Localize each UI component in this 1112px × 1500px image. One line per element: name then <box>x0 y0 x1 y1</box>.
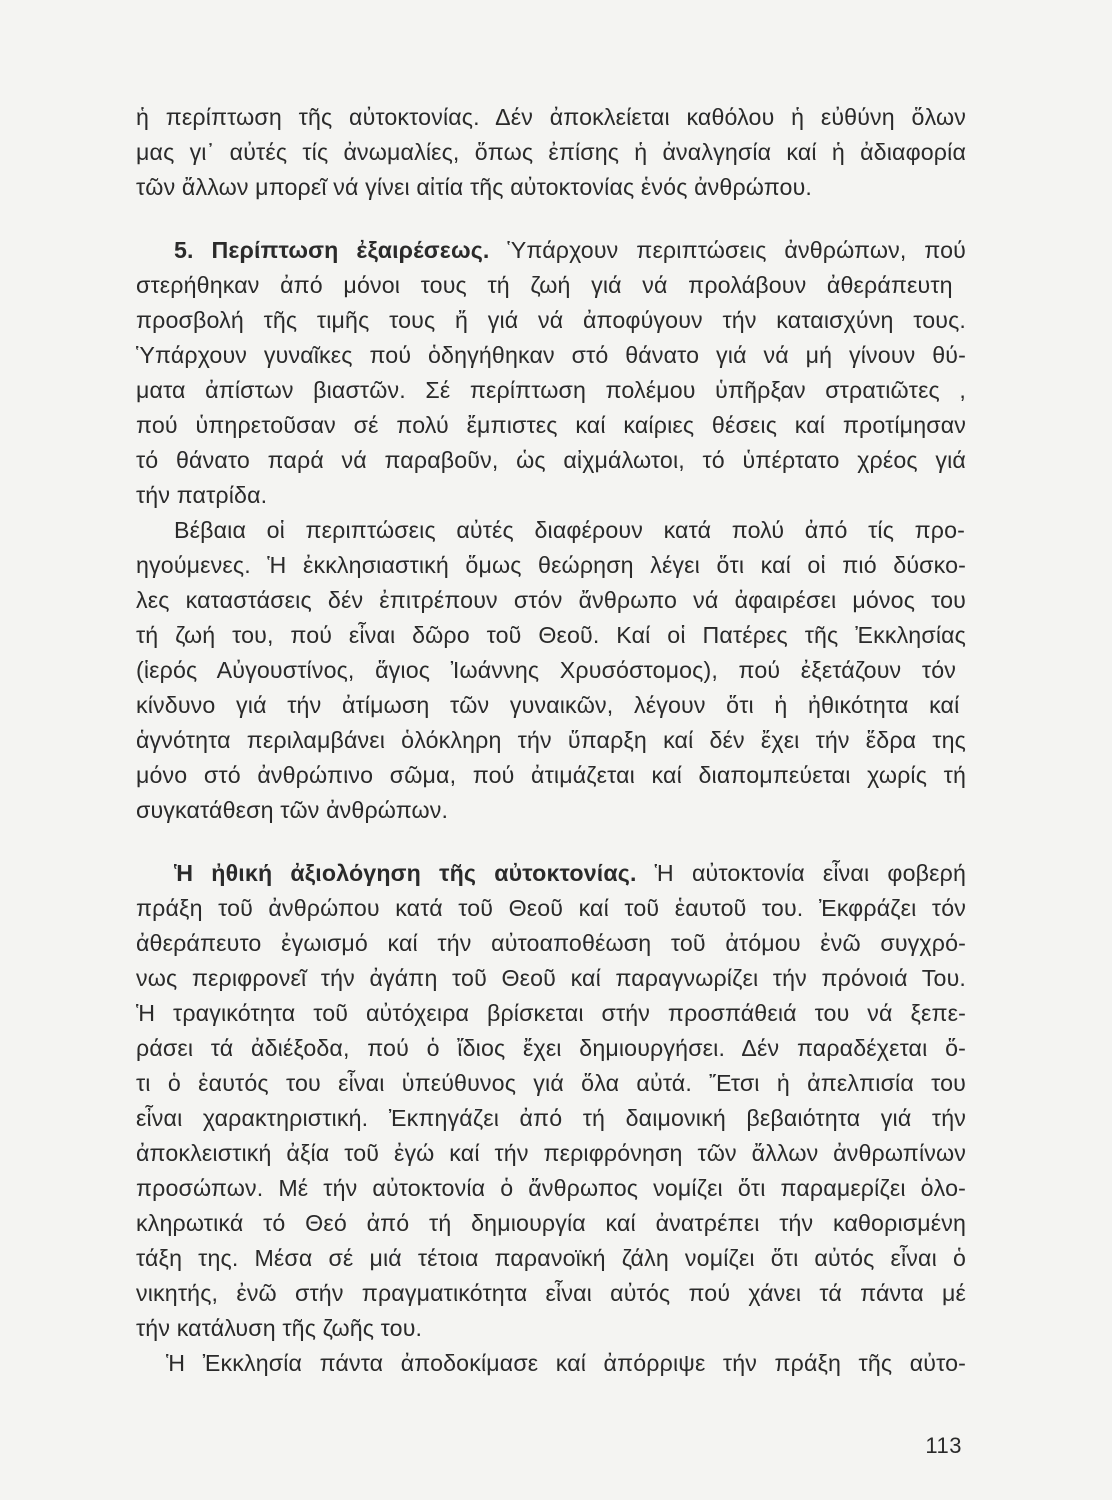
text-line: κίνδυνο γιά τήν ἀτίμωση τῶν γυναικῶν, λέγουν ὅτι ἡ ἠθικότητα καί <box>136 692 960 718</box>
text-line: Βέβαια οἱ περιπτώσεις αὐτές διαφέρουν κατά πολύ ἀπό τίς προ- <box>174 517 966 543</box>
text-line: τήν πατρίδα. <box>136 482 268 508</box>
text-line: κληρωτικά τό Θεό ἀπό τή δημιουργία καί ἀνατρέπει τήν καθορισμένη <box>136 1210 966 1236</box>
page-number: 113 <box>925 1433 962 1458</box>
text-line: (ἱερός Αὐγουστίνος, ἅγιος Ἰωάννης Χρυσόστομος), πού ἐξετάζουν τόν <box>136 657 956 683</box>
section-heading-line: 5. Περίπτωση ἐξαιρέσεως. Ὑπάρχουν περιπτώσεις ἀνθρώπων, πού <box>174 237 966 263</box>
text-line: τι ὁ ἑαυτός του εἶναι ὑπεύθυνος γιά ὅλα αὐτά. Ἔτσι ἡ ἀπελπισία του <box>136 1070 966 1096</box>
section-heading: Ἡ ἠθική ἀξιολόγηση τῆς αὐτοκτονίας. <box>174 860 637 886</box>
text-line: τό θάνατο παρά νά παραβοῦν, ὡς αἰχμάλωτοι, τό ὑπέρτατο χρέος γιά <box>136 447 966 473</box>
text-line: τή ζωή του, πού εἶναι δῶρο τοῦ Θεοῦ. Καί οἱ Πατέρες τῆς Ἐκκλησίας <box>136 622 966 648</box>
text-line: Ἡ τραγικότητα τοῦ αὐτόχειρα βρίσκεται στήν προσπάθειά του νά ξεπε- <box>136 1000 966 1026</box>
text-line: στερήθηκαν ἀπό μόνοι τους τή ζωή γιά νά προλάβουν ἀθεράπευτη <box>136 272 953 298</box>
text-line: πού ὑπηρετοῦσαν σέ πολύ ἔμπιστες καί καίριες θέσεις καί προτίμησαν <box>136 412 966 438</box>
text-line: τήν κατάλυση τῆς ζωῆς του. <box>136 1315 423 1341</box>
text-line: ματα ἀπίστων βιαστῶν. Σέ περίπτωση πολέμου ὑπῆρξαν στρατιῶτες , <box>136 377 966 403</box>
text-line: ἁγνότητα περιλαμβάνει ὁλόκληρη τήν ὕπαρξη καί δέν ἔχει τήν ἕδρα της <box>136 727 966 753</box>
text-line: προσβολή τῆς τιμῆς τους ἤ γιά νά ἀποφύγουν τήν καταισχύνη τους. <box>136 307 966 333</box>
text-line: εἶναι χαρακτηριστική. Ἐκπηγάζει ἀπό τή δαιμονική βεβαιότητα γιά τήν <box>136 1105 966 1131</box>
text-line: ἀποκλειστική ἀξία τοῦ ἐγώ καί τήν περιφρόνηση τῶν ἄλλων ἀνθρωπίνων <box>136 1140 966 1166</box>
text-line: προσώπων. Μέ τήν αὐτοκτονία ὁ ἄνθρωπος νομίζει ὅτι παραμερίζει ὁλο- <box>136 1175 966 1201</box>
section-heading: 5. Περίπτωση ἐξαιρέσεως. <box>174 237 490 263</box>
text-line: Ὑπάρχουν γυναῖκες πού ὁδηγήθηκαν στό θάνατο γιά νά μή γίνουν θύ- <box>136 342 966 368</box>
text-line: τῶν ἄλλων μπορεῖ νά γίνει αἰτία τῆς αὐτοκτονίας ἑνός ἀνθρώπου. <box>136 174 813 200</box>
text-line: νως περιφρονεῖ τήν ἀγάπη τοῦ Θεοῦ καί παραγνωρίζει τήν πρόνοιά Του. <box>136 965 966 991</box>
text-line: ἡ περίπτωση τῆς αὐτοκτονίας. Δέν ἀποκλείεται καθόλου ἡ εὐθύνη ὅλων <box>136 104 966 130</box>
text-line: τάξη της. Μέσα σέ μιά τέτοια παρανοϊκή ζάλη νομίζει ὅτι αὐτός εἶναι ὁ <box>136 1245 966 1271</box>
text-line: πράξη τοῦ ἀνθρώπου κατά τοῦ Θεοῦ καί τοῦ ἑαυτοῦ του. Ἐκφράζει τόν <box>136 895 966 921</box>
text-line: μας γι᾽ αὐτές τίς ἀνωμαλίες, ὅπως ἐπίσης ἡ ἀναλγησία καί ἡ ἀδιαφορία <box>136 139 966 165</box>
text-line: μόνο στό ἀνθρώπινο σῶμα, πού ἀτιμάζεται καί διαπομπεύεται χωρίς τή <box>136 762 966 788</box>
text-line: Ἡ Ἐκκλησία πάντα ἀποδοκίμασε καί ἀπόρριψε τήν πράξη τῆς αὐτο- <box>166 1350 966 1376</box>
text-line: λες καταστάσεις δέν ἐπιτρέπουν στόν ἄνθρωπο νά ἀφαιρέσει μόνος του <box>136 587 966 613</box>
text-line: νικητής, ἐνῶ στήν πραγματικότητα εἶναι αὐτός πού χάνει τά πάντα μέ <box>136 1280 966 1306</box>
text-line: συγκατάθεση τῶν ἀνθρώπων. <box>136 797 449 823</box>
text-line: ηγούμενες. Ἡ ἐκκλησιαστική ὅμως θεώρηση λέγει ὅτι καί οἱ πιό δύσκο- <box>136 552 966 578</box>
text-line: ἀθεράπευτο ἐγωισμό καί τήν αὐτοαποθέωση τοῦ ἀτόμου ἐνῶ συγχρό- <box>136 930 966 956</box>
text-line: ράσει τά ἀδιέξοδα, πού ὁ ἴδιος ἔχει δημιουργήσει. Δέν παραδέχεται ὅ- <box>136 1035 966 1061</box>
section-heading-line: Ἡ ἠθική ἀξιολόγηση τῆς αὐτοκτονίας. Ἡ αὐτοκτονία εἶναι φοβερή <box>174 860 966 886</box>
